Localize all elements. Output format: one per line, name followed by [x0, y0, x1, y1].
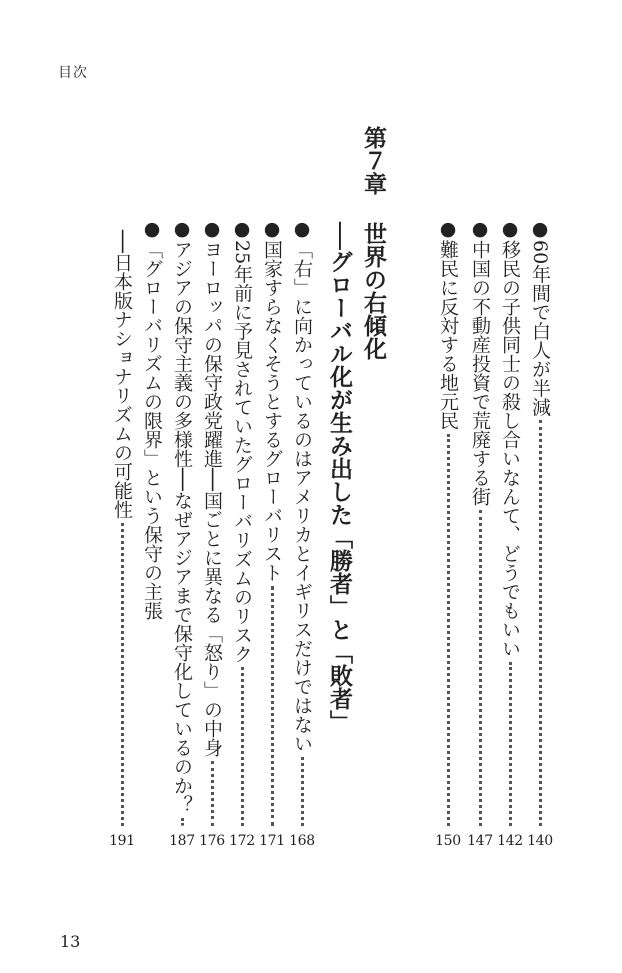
toc-entry-immigrant-children[interactable]: [495, 218, 525, 850]
toc-entry-label: ●移民の子供同士の殺し合いなんて、どうでもいい: [499, 218, 521, 658]
running-head: 目次: [58, 65, 88, 81]
toc-entry-label: ●「右」に向かっているのはアメリカとイギリスだけではない: [291, 218, 313, 753]
page-number: 13: [60, 932, 81, 951]
toc-entry-refugees[interactable]: [433, 218, 463, 850]
toc-entry-label: ●アジアの保守主義の多様性──なぜアジアまで保守化しているのか？: [171, 218, 193, 814]
dot-leader: [509, 662, 512, 826]
toc-page-number: 147: [467, 833, 493, 849]
dot-leader: [121, 523, 124, 826]
toc-entry-globalists[interactable]: [257, 218, 287, 850]
dot-leader: [241, 667, 244, 826]
toc-page-number: 142: [497, 833, 523, 849]
dot-leader: [479, 510, 482, 826]
toc-entry-right-turn[interactable]: [287, 218, 317, 850]
toc-entry-label: ●60年間で白人が半減: [529, 218, 551, 417]
toc-page-number: 140: [527, 833, 553, 849]
dot-leader: [211, 761, 214, 826]
toc-entry-globalism-risk[interactable]: [227, 218, 257, 850]
toc-entry-japanese-nationalism[interactable]: [107, 218, 137, 850]
toc-page-number: 172: [229, 833, 255, 849]
toc-page-number: 191: [109, 833, 135, 849]
toc-page-number: 150: [435, 833, 461, 849]
toc-entry-chinese-investment[interactable]: [465, 218, 495, 850]
toc-page-number: 171: [259, 833, 285, 849]
toc-entry-asian-conservatism[interactable]: [167, 218, 197, 850]
toc-entry-label: ●25年前に予見されていたグローバリズムのリスク: [231, 218, 253, 664]
toc-entry-label: ●国家すらなくそうとするグローバリスト: [261, 218, 283, 582]
toc-entry-european-conservatives[interactable]: [197, 218, 227, 850]
toc-entry-label: ●中国の不動産投資で荒廃する街: [469, 218, 491, 506]
toc-entry-60-years[interactable]: [525, 218, 555, 850]
toc-entry-label: ──日本版ナショナリズムの可能性: [111, 230, 133, 519]
toc-entry-globalism-limits[interactable]: [137, 218, 167, 850]
toc-entry-label: ●難民に反対する地元民: [437, 218, 459, 430]
dot-leader: [181, 818, 184, 826]
chapter-subtitle: ──グローバル化が生み出した「勝者」と「敗者」: [326, 222, 353, 733]
toc-entry-label: ●「グローバリズムの限界」という保守の主張: [141, 218, 163, 620]
dot-leader: [301, 757, 304, 826]
dot-leader: [271, 586, 274, 826]
toc-page-number: 168: [289, 833, 315, 849]
dot-leader: [447, 434, 450, 826]
dot-leader: [539, 420, 542, 826]
chapter-number: 第７章: [360, 126, 387, 195]
toc-page-number: 187: [169, 833, 195, 849]
toc-entry-label: ●ヨーロッパの保守政党躍進──国ごとに異なる「怒り」の中身: [201, 218, 223, 757]
chapter-title: 世界の右傾化: [360, 222, 387, 360]
toc-page-number: 176: [199, 833, 225, 849]
